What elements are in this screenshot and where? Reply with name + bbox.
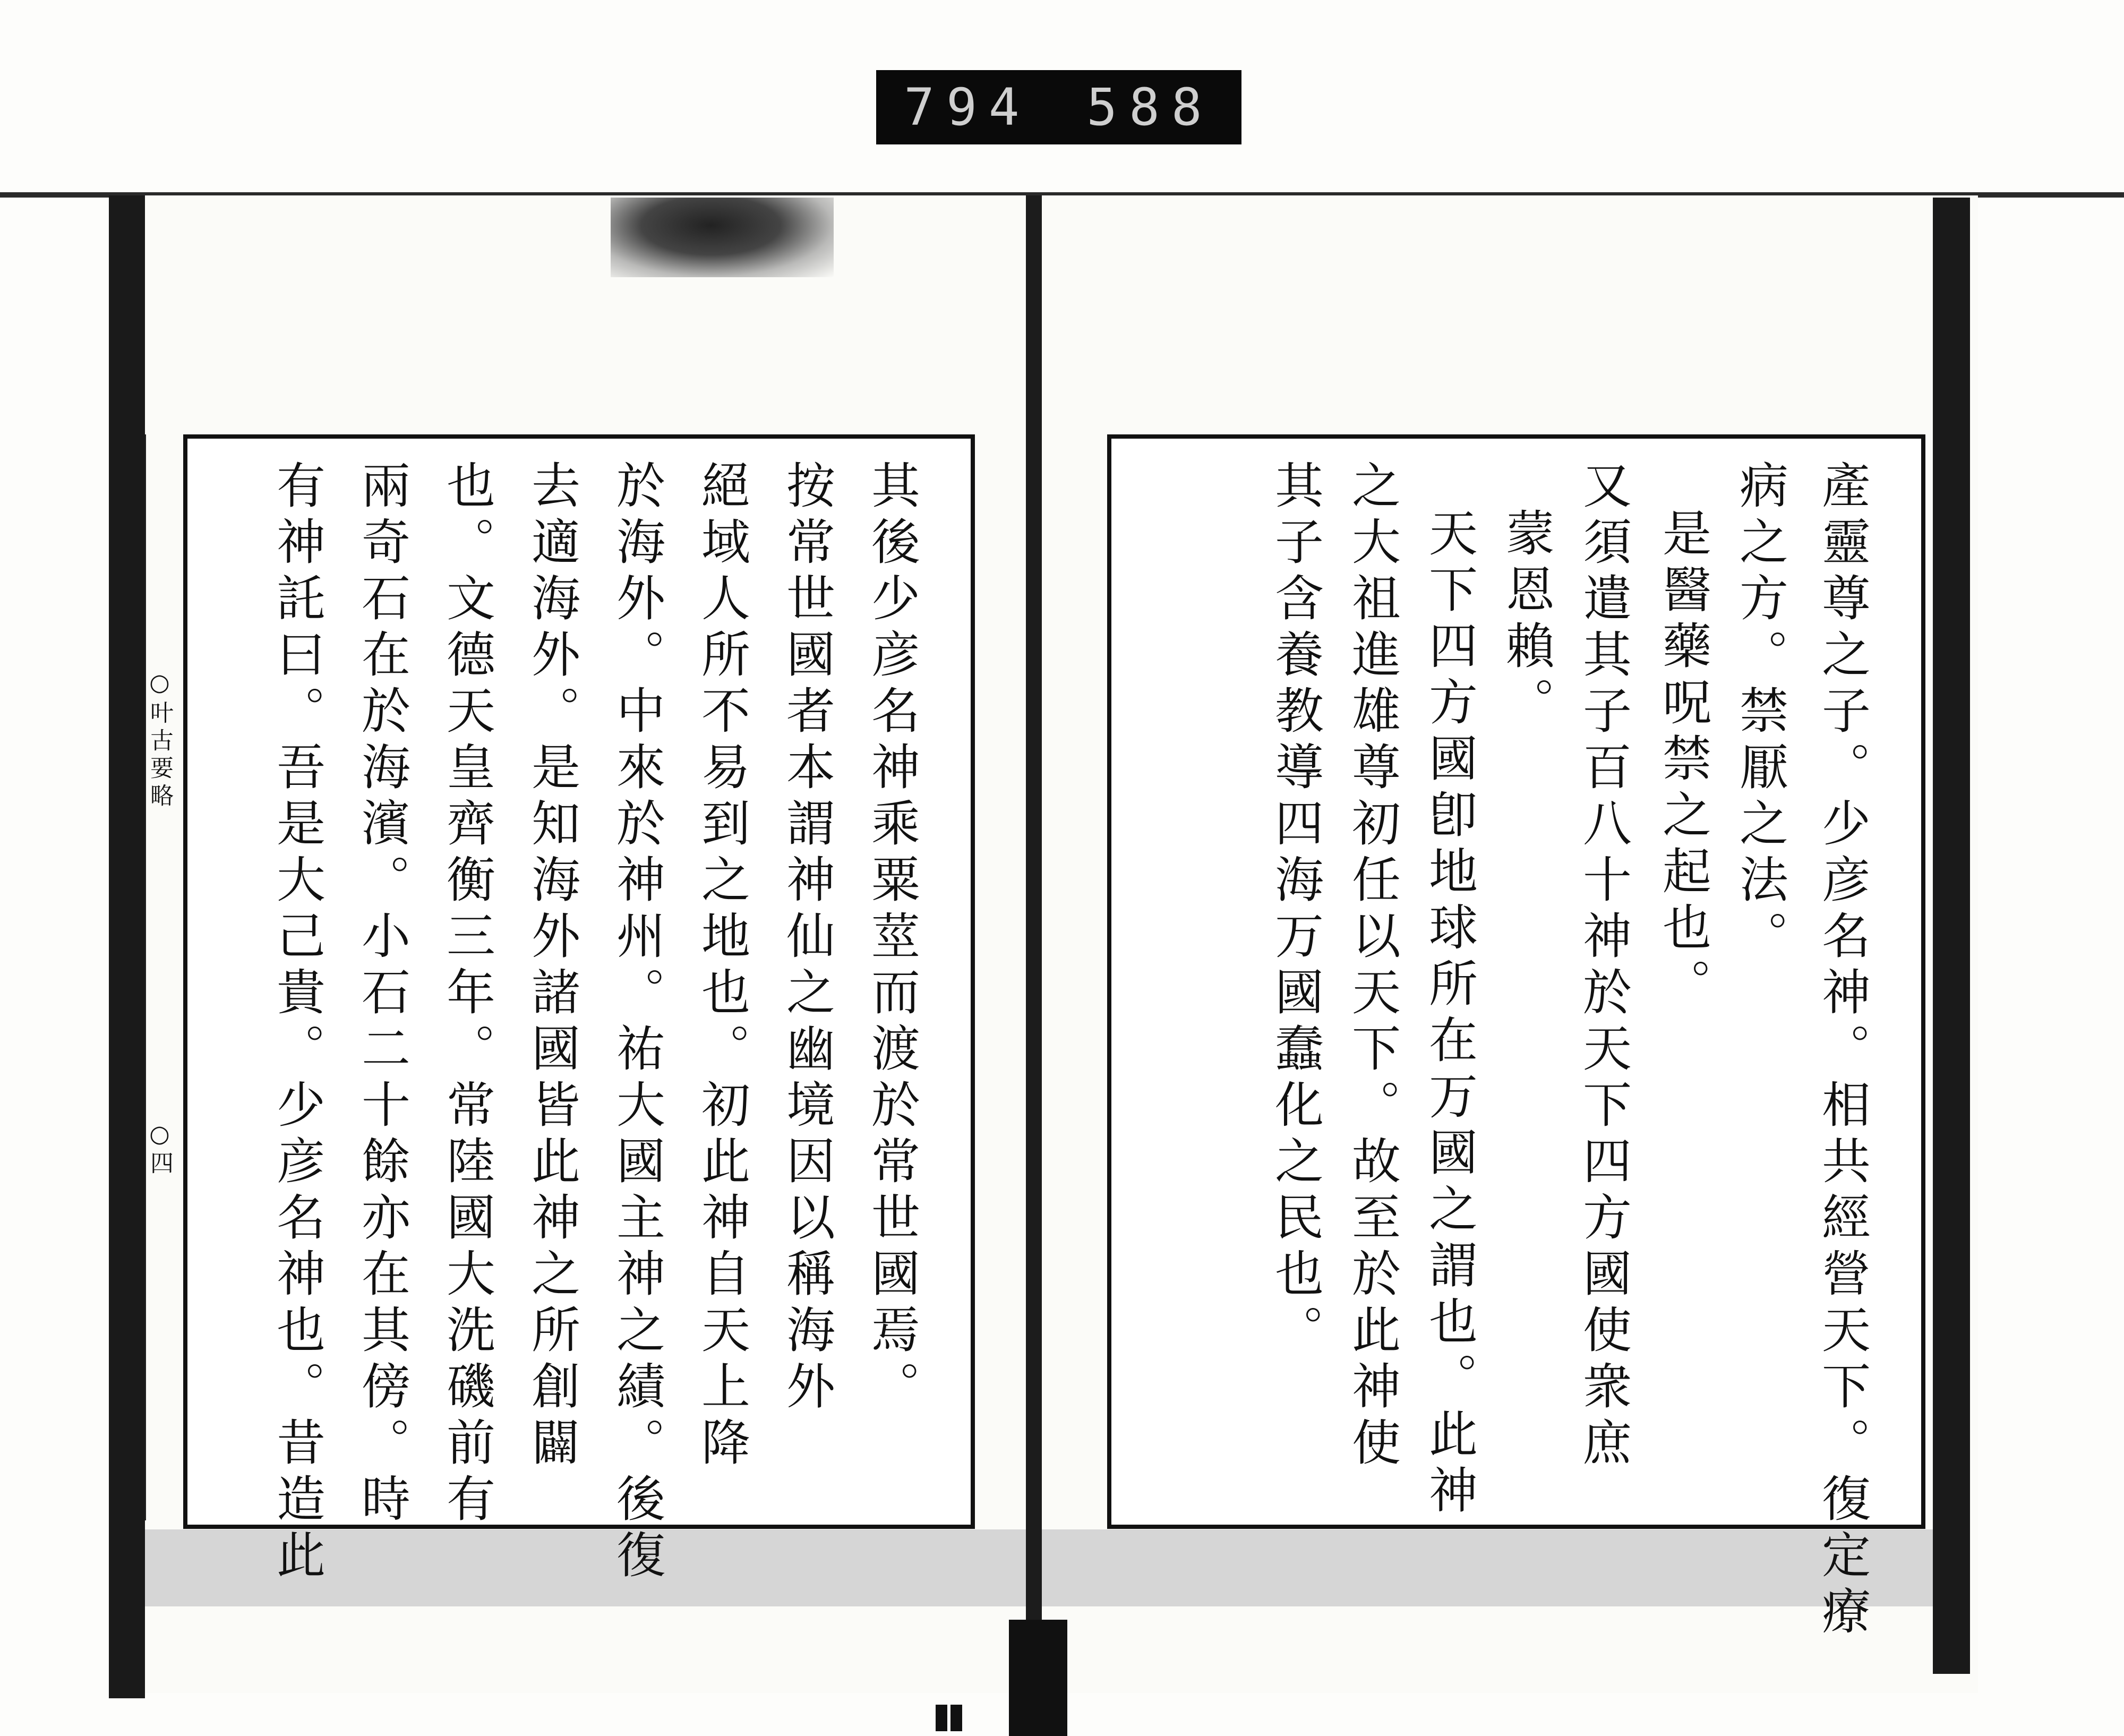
text-column: 絕域人所不易到之地也。初此神自天上降 bbox=[693, 460, 750, 1473]
text-column: 是醫藥呪禁之起也。 bbox=[1655, 508, 1711, 1014]
foot-band bbox=[143, 1529, 1949, 1606]
archive-number-label bbox=[876, 70, 1241, 144]
book-gutter-foot bbox=[1009, 1620, 1067, 1736]
text-column: 天下四方國卽地球所在万國之謂也。此神 bbox=[1421, 508, 1478, 1521]
right-page-frame bbox=[1107, 434, 1925, 1642]
binding-right bbox=[1933, 198, 1970, 1674]
text-column: 其後少彦名神乘粟莖而渡於常世國焉。 bbox=[863, 460, 920, 1417]
text-column: 於海外。中來於神州。祐大國主神之績。後復 bbox=[609, 460, 665, 1586]
page-stain bbox=[611, 198, 834, 277]
book-gutter bbox=[1026, 195, 1042, 1693]
left-page-frame bbox=[183, 434, 975, 1586]
text-column: 病之方。禁厭之法。 bbox=[1732, 460, 1788, 967]
text-column: 去適海外。是知海外諸國皆此神之所創闢 bbox=[524, 460, 580, 1473]
text-column: 之大祖進雄尊初任以天下。故至於此神使 bbox=[1344, 460, 1401, 1473]
text-column: 又須遣其子百八十神於天下四方國使衆庶 bbox=[1575, 460, 1632, 1473]
text-column: 也。文德天皇齊衡三年。常陸國大洗磯前有 bbox=[439, 460, 495, 1529]
text-column: 兩奇石在於海濱。小石二十餘亦在其傍。時 bbox=[354, 460, 410, 1529]
archive-number-left: 794 bbox=[904, 78, 1031, 137]
text-column: 其子含養教導四海万國蠢化之民也。 bbox=[1267, 460, 1324, 1361]
scan-mark bbox=[936, 1705, 947, 1731]
page-number: ○四 bbox=[146, 1121, 173, 1177]
scan-mark bbox=[950, 1705, 962, 1731]
archive-number-right: 588 bbox=[1086, 78, 1214, 137]
text-column: 產靈尊之子。少彦名神。相共經營天下。復定療 bbox=[1814, 460, 1871, 1642]
margin-title: ○叶古要略 bbox=[146, 669, 173, 811]
binding-left bbox=[109, 195, 145, 1698]
text-column: 按常世國者本謂神仙之幽境因以稱海外 bbox=[778, 460, 835, 1417]
text-column: 有神託曰。吾是大己貴。少彦名神也。昔造此 bbox=[269, 460, 326, 1586]
text-column: 蒙恩賴。 bbox=[1498, 508, 1555, 733]
